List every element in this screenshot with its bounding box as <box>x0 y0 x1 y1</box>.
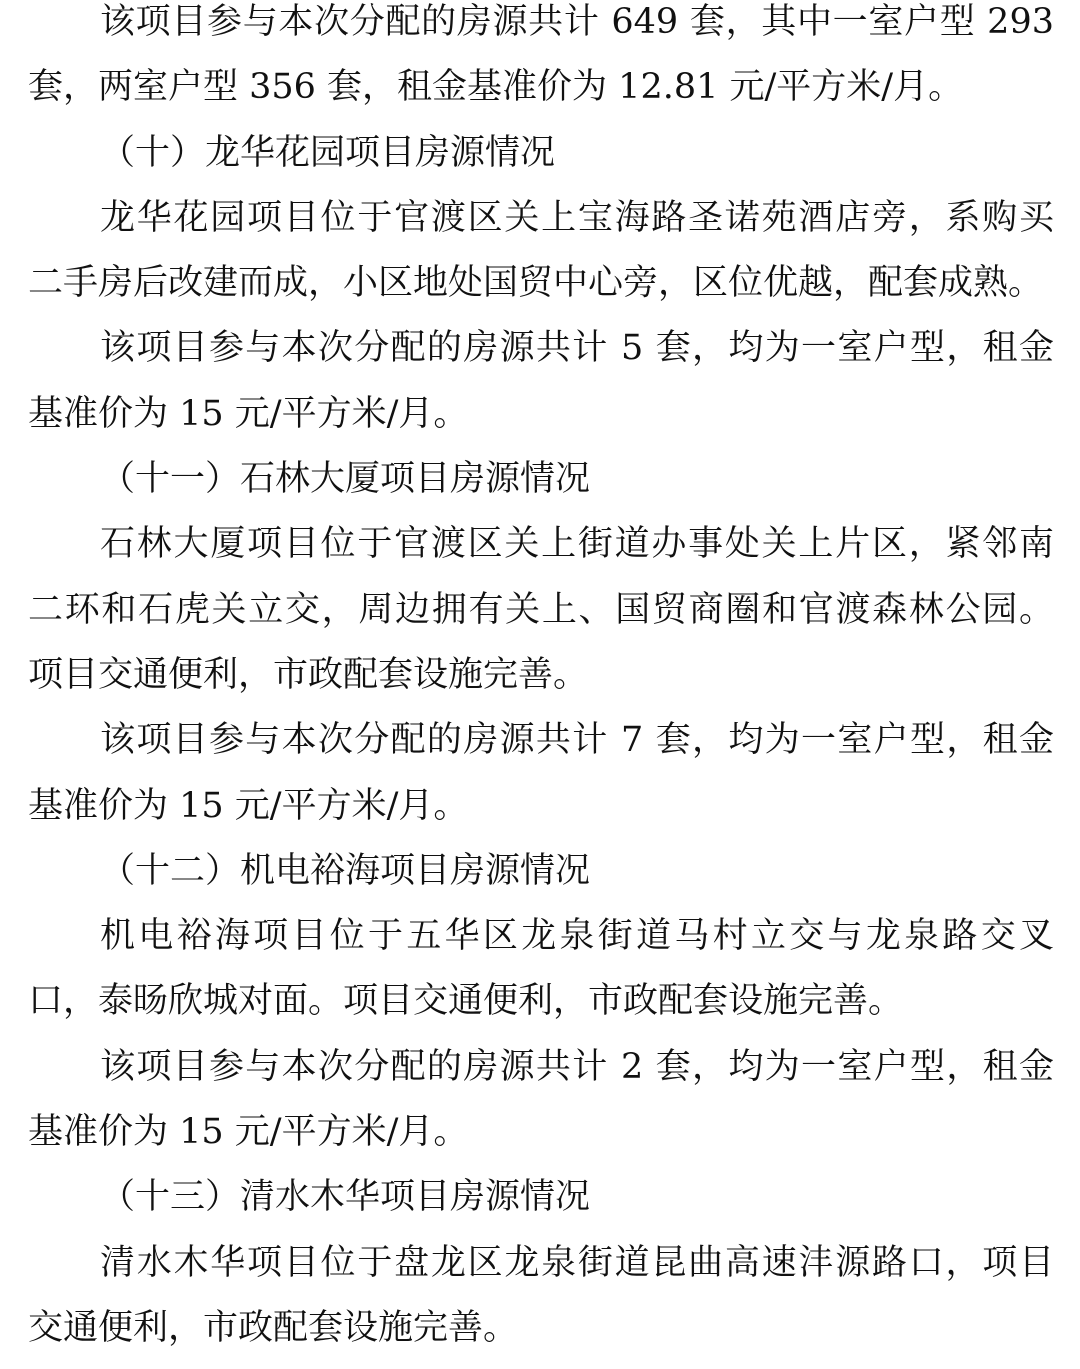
section-heading-11: （十一）石林大厦项目房源情况 <box>100 459 591 500</box>
paragraph-shilin-housing <box>28 708 1054 839</box>
paragraph-line: 该项目参与本次分配的房源共计 5 套，均为一室户型，租金 <box>100 328 1054 369</box>
paragraph-line: 机电裕海项目位于五华区龙泉街道马村立交与龙泉路交叉 <box>100 916 1054 957</box>
document-body <box>28 0 1054 1361</box>
paragraph-line: 清水木华项目位于盘龙区龙泉街道昆曲高速沣源路口，项目 <box>100 1242 1054 1283</box>
paragraph-line: 口，泰旸欣城对面。项目交通便利，市政配套设施完善。 <box>28 981 904 1022</box>
paragraph-line: 基准价为 15 元/平方米/月。 <box>28 785 469 826</box>
paragraph-line: 交通便利，市政配套设施完善。 <box>28 1307 519 1348</box>
paragraph-line: 项目交通便利，市政配套设施完善。 <box>28 654 589 695</box>
paragraph-line: 套，两室户型 356 套，租金基准价为 12.81 元/平方米/月。 <box>28 67 964 108</box>
paragraph-shilin-location <box>28 512 1054 708</box>
paragraph-line: 龙华花园项目位于官渡区关上宝海路圣诺苑酒店旁，系购买 <box>100 197 1054 238</box>
paragraph-qingshui-location <box>28 1231 1054 1362</box>
paragraph-jidian-housing <box>28 1035 1054 1166</box>
paragraph-line: 基准价为 15 元/平方米/月。 <box>28 1112 469 1153</box>
paragraph-line: 该项目参与本次分配的房源共计 7 套，均为一室户型，租金 <box>100 720 1054 761</box>
paragraph-line: 二手房后改建而成，小区地处国贸中心旁，区位优越，配套成熟。 <box>28 263 1044 304</box>
paragraph-longhua-location <box>28 186 1054 317</box>
paragraph-line: 石林大厦项目位于官渡区关上街道办事处关上片区，紧邻南 <box>100 524 1054 565</box>
paragraph-line: 二环和石虎关立交，周边拥有关上、国贸商圈和官渡森林公园。 <box>28 589 1054 630</box>
paragraph-jidian-location <box>28 904 1054 1035</box>
section-heading-10: （十）龙华花园项目房源情况 <box>100 132 556 173</box>
section-heading-13: （十三）清水木华项目房源情况 <box>100 1177 591 1218</box>
paragraph-longhua-housing <box>28 316 1054 447</box>
paragraph-line: 该项目参与本次分配的房源共计 649 套，其中一室户型 293 <box>100 2 1054 42</box>
paragraph-line: 该项目参与本次分配的房源共计 2 套，均为一室户型，租金 <box>100 1046 1054 1087</box>
paragraph-line: 基准价为 15 元/平方米/月。 <box>28 393 469 434</box>
paragraph-project-9-housing <box>28 0 1054 121</box>
section-heading-12: （十二）机电裕海项目房源情况 <box>100 850 591 891</box>
